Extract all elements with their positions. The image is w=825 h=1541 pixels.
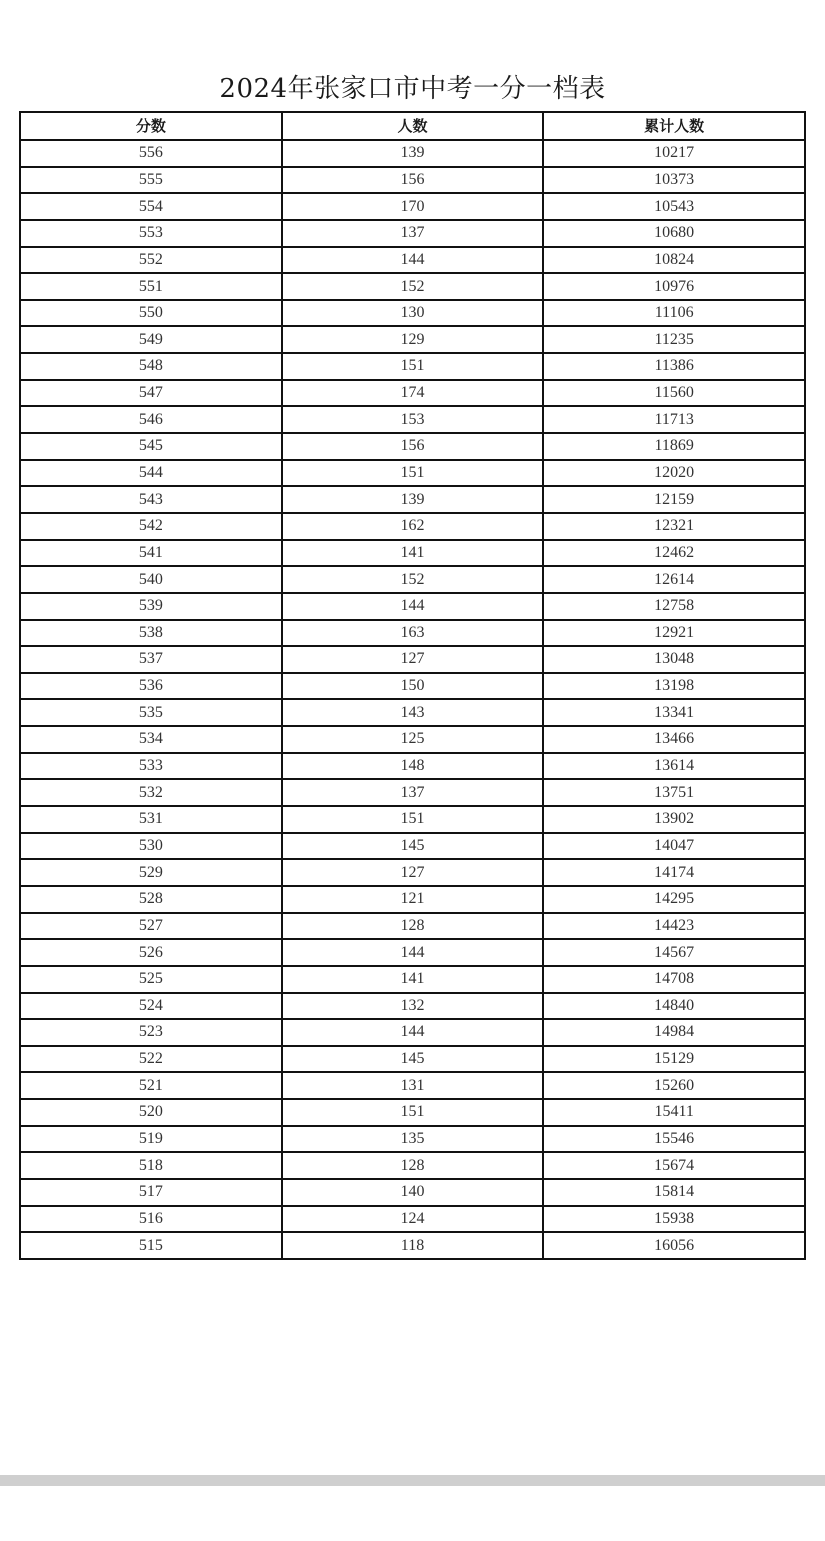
cell-count: 135 — [282, 1126, 544, 1153]
table-row — [20, 593, 805, 620]
cell-count: 144 — [282, 593, 544, 620]
table-row — [20, 886, 805, 913]
cell-score: 554 — [20, 193, 282, 220]
table-row — [20, 1126, 805, 1153]
cell-count: 132 — [282, 993, 544, 1020]
cell-count: 156 — [282, 167, 544, 194]
table-row — [20, 220, 805, 247]
cell-cumulative: 12020 — [543, 460, 805, 487]
cell-cumulative: 10373 — [543, 167, 805, 194]
cell-score: 549 — [20, 326, 282, 353]
cell-score: 536 — [20, 673, 282, 700]
cell-count: 131 — [282, 1072, 544, 1099]
cell-score: 529 — [20, 859, 282, 886]
table-row — [20, 566, 805, 593]
cell-count: 125 — [282, 726, 544, 753]
cell-score: 541 — [20, 540, 282, 567]
cell-cumulative: 15814 — [543, 1179, 805, 1206]
cell-count: 145 — [282, 833, 544, 860]
header-row — [20, 112, 805, 140]
cell-count: 118 — [282, 1232, 544, 1259]
cell-count: 141 — [282, 540, 544, 567]
cell-count: 151 — [282, 353, 544, 380]
table-row — [20, 1046, 805, 1073]
cell-count: 143 — [282, 699, 544, 726]
table-row — [20, 247, 805, 274]
cell-count: 163 — [282, 620, 544, 647]
table-row — [20, 433, 805, 460]
table-header — [20, 112, 805, 140]
table-row — [20, 1072, 805, 1099]
cell-count: 128 — [282, 913, 544, 940]
cell-cumulative: 10976 — [543, 273, 805, 300]
table-row — [20, 1019, 805, 1046]
cell-cumulative: 11560 — [543, 380, 805, 407]
cell-score: 540 — [20, 566, 282, 593]
cell-cumulative: 15674 — [543, 1152, 805, 1179]
header-count: 人数 — [282, 112, 544, 140]
cell-cumulative: 11235 — [543, 326, 805, 353]
cell-count: 124 — [282, 1206, 544, 1233]
cell-cumulative: 13341 — [543, 699, 805, 726]
cell-cumulative: 15938 — [543, 1206, 805, 1233]
cell-cumulative: 13902 — [543, 806, 805, 833]
cell-cumulative: 15546 — [543, 1126, 805, 1153]
cell-score: 538 — [20, 620, 282, 647]
table-row — [20, 193, 805, 220]
cell-count: 156 — [282, 433, 544, 460]
cell-cumulative: 15260 — [543, 1072, 805, 1099]
table-row — [20, 620, 805, 647]
cell-score: 520 — [20, 1099, 282, 1126]
cell-score: 539 — [20, 593, 282, 620]
cell-score: 515 — [20, 1232, 282, 1259]
cell-score: 547 — [20, 380, 282, 407]
cell-count: 141 — [282, 966, 544, 993]
cell-cumulative: 14567 — [543, 939, 805, 966]
cell-score: 525 — [20, 966, 282, 993]
cell-score: 516 — [20, 1206, 282, 1233]
cell-score: 531 — [20, 806, 282, 833]
table-row — [20, 300, 805, 327]
header-cumulative: 累计人数 — [543, 112, 805, 140]
table-row — [20, 540, 805, 567]
cell-cumulative: 14708 — [543, 966, 805, 993]
cell-cumulative: 11869 — [543, 433, 805, 460]
cell-score: 548 — [20, 353, 282, 380]
table-row — [20, 353, 805, 380]
cell-count: 127 — [282, 859, 544, 886]
table-row — [20, 460, 805, 487]
cell-cumulative: 12758 — [543, 593, 805, 620]
cell-score: 532 — [20, 779, 282, 806]
score-table — [19, 111, 806, 1260]
cell-count: 137 — [282, 779, 544, 806]
cell-cumulative: 13614 — [543, 753, 805, 780]
cell-cumulative: 11713 — [543, 406, 805, 433]
cell-cumulative: 14984 — [543, 1019, 805, 1046]
cell-count: 127 — [282, 646, 544, 673]
cell-score: 546 — [20, 406, 282, 433]
table-row — [20, 486, 805, 513]
table-row — [20, 1179, 805, 1206]
cell-score: 535 — [20, 699, 282, 726]
cell-score: 537 — [20, 646, 282, 673]
table-row — [20, 1099, 805, 1126]
cell-cumulative: 12921 — [543, 620, 805, 647]
cell-score: 517 — [20, 1179, 282, 1206]
table-row — [20, 726, 805, 753]
cell-count: 144 — [282, 247, 544, 274]
cell-count: 140 — [282, 1179, 544, 1206]
cell-count: 148 — [282, 753, 544, 780]
cell-count: 151 — [282, 806, 544, 833]
cell-score: 519 — [20, 1126, 282, 1153]
table-row — [20, 140, 805, 167]
cell-score: 552 — [20, 247, 282, 274]
cell-count: 128 — [282, 1152, 544, 1179]
cell-cumulative: 13198 — [543, 673, 805, 700]
cell-cumulative: 10824 — [543, 247, 805, 274]
table-row — [20, 1152, 805, 1179]
cell-cumulative: 10680 — [543, 220, 805, 247]
cell-cumulative: 13751 — [543, 779, 805, 806]
table-row — [20, 966, 805, 993]
cell-score: 521 — [20, 1072, 282, 1099]
table-row — [20, 673, 805, 700]
cell-score: 544 — [20, 460, 282, 487]
cell-cumulative: 11386 — [543, 353, 805, 380]
table-row — [20, 167, 805, 194]
table-row — [20, 646, 805, 673]
cell-score: 542 — [20, 513, 282, 540]
cell-count: 152 — [282, 566, 544, 593]
cell-cumulative: 14423 — [543, 913, 805, 940]
cell-count: 153 — [282, 406, 544, 433]
cell-score: 534 — [20, 726, 282, 753]
cell-score: 533 — [20, 753, 282, 780]
cell-score: 556 — [20, 140, 282, 167]
cell-cumulative: 11106 — [543, 300, 805, 327]
cell-cumulative: 13048 — [543, 646, 805, 673]
cell-count: 130 — [282, 300, 544, 327]
cell-score: 553 — [20, 220, 282, 247]
table-body — [20, 140, 805, 1259]
cell-cumulative: 14174 — [543, 859, 805, 886]
cell-count: 174 — [282, 380, 544, 407]
table-row — [20, 326, 805, 353]
cell-count: 139 — [282, 140, 544, 167]
page-title: 2024年张家口市中考一分一档表 — [219, 74, 606, 105]
table-row — [20, 406, 805, 433]
table-row — [20, 993, 805, 1020]
cell-count: 145 — [282, 1046, 544, 1073]
table-row — [20, 753, 805, 780]
cell-score: 518 — [20, 1152, 282, 1179]
cell-count: 162 — [282, 513, 544, 540]
table-row — [20, 1206, 805, 1233]
cell-cumulative: 14840 — [543, 993, 805, 1020]
cell-count: 152 — [282, 273, 544, 300]
cell-cumulative: 16056 — [543, 1232, 805, 1259]
table-row — [20, 699, 805, 726]
bottom-scroll-divider — [0, 1475, 825, 1486]
table-row — [20, 273, 805, 300]
cell-score: 545 — [20, 433, 282, 460]
cell-cumulative: 13466 — [543, 726, 805, 753]
table-row — [20, 779, 805, 806]
cell-score: 528 — [20, 886, 282, 913]
cell-cumulative: 10543 — [543, 193, 805, 220]
cell-score: 527 — [20, 913, 282, 940]
cell-cumulative: 14047 — [543, 833, 805, 860]
cell-count: 144 — [282, 1019, 544, 1046]
cell-cumulative: 12321 — [543, 513, 805, 540]
table-row — [20, 833, 805, 860]
cell-score: 526 — [20, 939, 282, 966]
cell-cumulative: 12462 — [543, 540, 805, 567]
cell-cumulative: 14295 — [543, 886, 805, 913]
cell-score: 555 — [20, 167, 282, 194]
cell-count: 151 — [282, 460, 544, 487]
table-row — [20, 1232, 805, 1259]
header-score: 分数 — [20, 112, 282, 140]
cell-score: 530 — [20, 833, 282, 860]
table-row — [20, 913, 805, 940]
cell-count: 170 — [282, 193, 544, 220]
cell-score: 551 — [20, 273, 282, 300]
table-row — [20, 380, 805, 407]
cell-count: 139 — [282, 486, 544, 513]
table-row — [20, 859, 805, 886]
cell-count: 150 — [282, 673, 544, 700]
cell-count: 144 — [282, 939, 544, 966]
cell-cumulative: 10217 — [543, 140, 805, 167]
cell-count: 129 — [282, 326, 544, 353]
cell-cumulative: 12159 — [543, 486, 805, 513]
cell-score: 524 — [20, 993, 282, 1020]
cell-cumulative: 12614 — [543, 566, 805, 593]
cell-cumulative: 15411 — [543, 1099, 805, 1126]
cell-score: 550 — [20, 300, 282, 327]
table-row — [20, 806, 805, 833]
cell-count: 137 — [282, 220, 544, 247]
table-row — [20, 513, 805, 540]
cell-count: 151 — [282, 1099, 544, 1126]
cell-score: 543 — [20, 486, 282, 513]
cell-count: 121 — [282, 886, 544, 913]
cell-score: 523 — [20, 1019, 282, 1046]
cell-score: 522 — [20, 1046, 282, 1073]
cell-cumulative: 15129 — [543, 1046, 805, 1073]
table-row — [20, 939, 805, 966]
